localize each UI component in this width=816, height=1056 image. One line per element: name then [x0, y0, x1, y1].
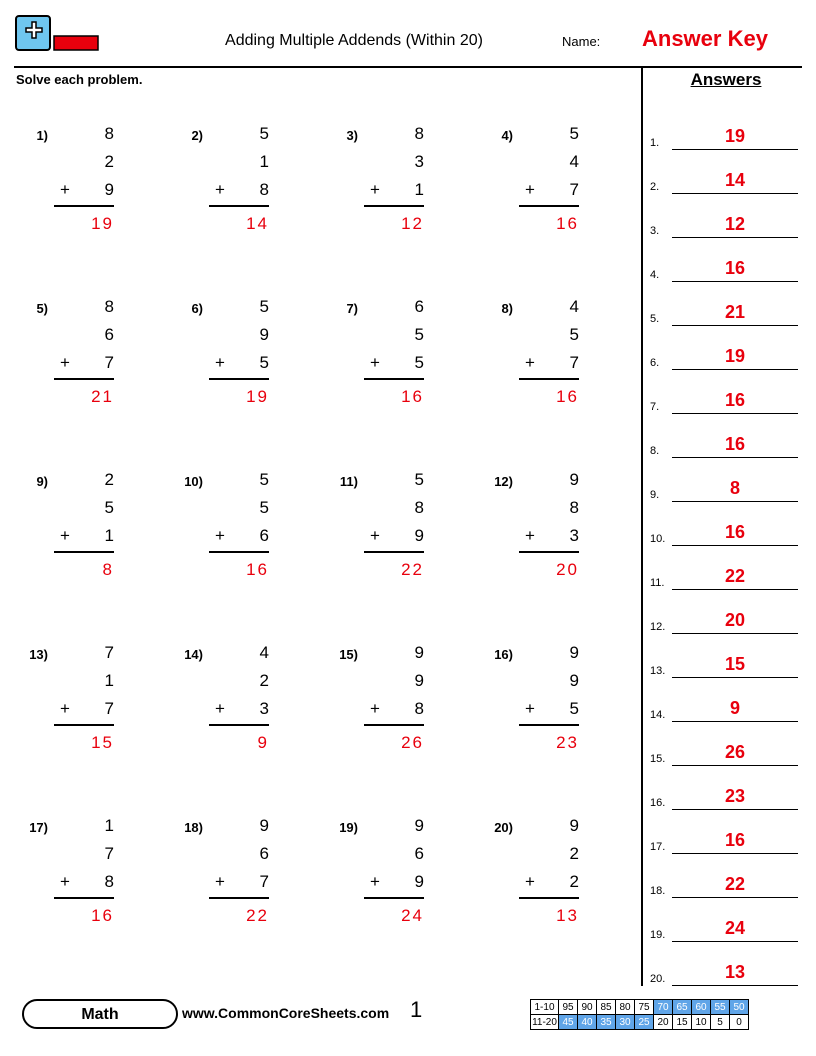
- addend: 9: [414, 671, 424, 690]
- problem-3: [324, 110, 474, 270]
- score-cell: 95: [559, 1000, 578, 1015]
- addend: 1: [104, 671, 114, 690]
- sum-bar: [54, 724, 114, 726]
- problem-answer: 16: [246, 560, 269, 579]
- operator: +: [370, 699, 380, 718]
- answer-value: 22: [724, 874, 746, 894]
- operator: +: [525, 526, 535, 545]
- addend: 8: [414, 124, 424, 143]
- sum-bar: [364, 205, 424, 207]
- problem-stack: [364, 293, 430, 411]
- answer-value: 19: [724, 126, 746, 146]
- score-cell: 15: [673, 1015, 692, 1030]
- answer-row-13: [650, 634, 800, 678]
- sum-bar: [54, 897, 114, 899]
- answer-index: 4.: [650, 269, 660, 281]
- addend: 5: [259, 297, 269, 316]
- operator: +: [60, 872, 70, 891]
- problem-15: [324, 629, 474, 789]
- addend: 9: [569, 816, 579, 835]
- addend: 1: [104, 526, 114, 545]
- problem-6: [169, 283, 319, 443]
- answer-value: 9: [729, 698, 740, 718]
- answer-row-20: [650, 942, 800, 986]
- instructions: Solve each problem.: [16, 72, 143, 87]
- operator: +: [525, 699, 535, 718]
- score-row-2: [531, 1015, 749, 1030]
- operator: +: [525, 872, 535, 891]
- addend: 9: [259, 325, 269, 344]
- problem-13: [14, 629, 164, 789]
- answer-value: 15: [724, 654, 746, 674]
- problem-4: [479, 110, 629, 270]
- addend: 3: [259, 699, 269, 718]
- answer-row-11: [650, 546, 800, 590]
- answer-index: 17.: [650, 841, 666, 853]
- sum-bar: [364, 551, 424, 553]
- addend: 7: [104, 353, 114, 372]
- sum-bar: [519, 378, 579, 380]
- answer-value: 12: [724, 214, 746, 234]
- addend: 8: [104, 297, 114, 316]
- addend: 8: [104, 124, 114, 143]
- subject-badge: Math: [22, 999, 178, 1029]
- sum-bar: [209, 378, 269, 380]
- sum-bar: [364, 897, 424, 899]
- answer-index: 14.: [650, 709, 666, 721]
- sum-bar: [54, 551, 114, 553]
- operator: +: [215, 353, 225, 372]
- operator: +: [215, 526, 225, 545]
- answer-row-6: [650, 326, 800, 370]
- vertical-divider: [641, 66, 643, 986]
- page-footer: [0, 985, 816, 1056]
- addend: 5: [414, 353, 424, 372]
- sum-bar: [54, 378, 114, 380]
- problem-stack: [209, 466, 275, 584]
- addend: 6: [414, 297, 424, 316]
- addend: 8: [569, 498, 579, 517]
- addend: 5: [569, 124, 579, 143]
- problem-stack: [364, 466, 430, 584]
- addend: 9: [414, 816, 424, 835]
- answer-index: 10.: [650, 533, 666, 545]
- addend: 7: [104, 643, 114, 662]
- page-title: Adding Multiple Addends (Within 20): [225, 32, 483, 49]
- answer-value: 13: [724, 962, 746, 982]
- answer-index: 1.: [650, 137, 660, 149]
- score-cell: 70: [654, 1000, 673, 1015]
- problem-11: [324, 456, 474, 616]
- problem-number: 1): [36, 128, 48, 143]
- sum-bar: [209, 724, 269, 726]
- problem-9: [14, 456, 164, 616]
- addend: 9: [414, 643, 424, 662]
- operator: +: [60, 180, 70, 199]
- answer-value: 16: [724, 830, 746, 850]
- addend: 9: [414, 526, 424, 545]
- answer-index: 8.: [650, 445, 660, 457]
- problems-grid: [14, 110, 634, 980]
- addend: 7: [104, 844, 114, 863]
- operator: +: [215, 872, 225, 891]
- addend: 7: [259, 872, 269, 891]
- answer-index: 2.: [650, 181, 660, 193]
- answer-row-12: [650, 590, 800, 634]
- addend: 2: [104, 152, 114, 171]
- problem-stack: [54, 293, 120, 411]
- addend: 4: [259, 643, 269, 662]
- operator: +: [60, 699, 70, 718]
- answer-index: 3.: [650, 225, 660, 237]
- addend: 6: [104, 325, 114, 344]
- answer-row-19: [650, 898, 800, 942]
- sum-bar: [519, 205, 579, 207]
- addend: 5: [104, 498, 114, 517]
- addend: 1: [414, 180, 424, 199]
- problem-number: 3): [346, 128, 358, 143]
- answer-row-17: [650, 810, 800, 854]
- answer-value: 20: [724, 610, 746, 630]
- addend: 1: [104, 816, 114, 835]
- answer-row-3: [650, 194, 800, 238]
- addend: 9: [414, 872, 424, 891]
- answer-index: 15.: [650, 753, 666, 765]
- problem-answer: 20: [556, 560, 579, 579]
- answer-row-8: [650, 414, 800, 458]
- score-cell: 90: [578, 1000, 597, 1015]
- problem-18: [169, 802, 319, 962]
- addend: 5: [569, 325, 579, 344]
- problem-number: 13): [29, 647, 48, 662]
- problem-stack: [209, 812, 275, 930]
- score-cell: 85: [597, 1000, 616, 1015]
- problem-number: 20): [494, 820, 513, 835]
- score-cell: 60: [692, 1000, 711, 1015]
- problem-number: 9): [36, 474, 48, 489]
- score-row-label: 11-20: [532, 1016, 557, 1028]
- problem-number: 17): [29, 820, 48, 835]
- sum-bar: [519, 724, 579, 726]
- problem-number: 15): [339, 647, 358, 662]
- answer-index: 5.: [650, 313, 660, 325]
- answer-value: 16: [724, 390, 746, 410]
- name-label: Name:: [562, 34, 601, 49]
- problem-number: 12): [494, 474, 513, 489]
- problem-16: [479, 629, 629, 789]
- problem-stack: [209, 293, 275, 411]
- problem-stack: [364, 812, 430, 930]
- score-cell: 25: [635, 1015, 654, 1030]
- addend: 8: [414, 498, 424, 517]
- operator: +: [370, 180, 380, 199]
- page-number: 1: [410, 997, 423, 1022]
- addend: 5: [259, 498, 269, 517]
- problem-14: [169, 629, 319, 789]
- score-cell: 35: [597, 1015, 616, 1030]
- sum-bar: [364, 724, 424, 726]
- problem-stack: [364, 120, 430, 238]
- answer-value: 16: [724, 258, 746, 278]
- problem-stack: [54, 812, 120, 930]
- score-cell: 5: [711, 1015, 730, 1030]
- answer-value: 16: [724, 522, 746, 542]
- sum-bar: [54, 205, 114, 207]
- addend: 2: [569, 872, 579, 891]
- problem-stack: [519, 120, 585, 238]
- problem-2: [169, 110, 319, 270]
- problem-stack: [519, 466, 585, 584]
- answer-row-4: [650, 238, 800, 282]
- answer-row-16: [650, 766, 800, 810]
- answer-value: 8: [729, 478, 740, 498]
- score-cell: 75: [635, 1000, 654, 1015]
- operator: +: [370, 872, 380, 891]
- problem-number: 19): [339, 820, 358, 835]
- answer-key-label: Answer Key: [642, 26, 768, 51]
- addend: 5: [569, 699, 579, 718]
- addend: 5: [259, 124, 269, 143]
- problem-number: 11): [339, 474, 358, 489]
- score-cell: 20: [654, 1015, 673, 1030]
- sum-bar: [519, 897, 579, 899]
- answer-row-10: [650, 502, 800, 546]
- score-row-1: [531, 1000, 749, 1015]
- problem-number: 14): [184, 647, 203, 662]
- answer-value: 23: [724, 786, 746, 806]
- problem-answer: 14: [246, 214, 269, 233]
- problem-stack: [519, 812, 585, 930]
- addend: 8: [414, 699, 424, 718]
- problem-stack: [209, 120, 275, 238]
- addend: 6: [259, 526, 269, 545]
- score-cell: 50: [730, 1000, 749, 1015]
- operator: +: [525, 180, 535, 199]
- problem-answer: 16: [556, 214, 579, 233]
- problem-10: [169, 456, 319, 616]
- answers-header: Answers: [690, 70, 762, 89]
- addend: 9: [104, 180, 114, 199]
- score-cell: 45: [559, 1015, 578, 1030]
- answer-row-18: [650, 854, 800, 898]
- problem-answer: 16: [401, 387, 424, 406]
- problem-5: [14, 283, 164, 443]
- problem-answer: 22: [401, 560, 424, 579]
- sum-bar: [519, 551, 579, 553]
- addend: 9: [569, 470, 579, 489]
- answer-row-15: [650, 722, 800, 766]
- answer-index: 9.: [650, 489, 660, 501]
- score-cell: 10: [692, 1015, 711, 1030]
- problem-stack: [54, 639, 120, 757]
- addend: 5: [259, 470, 269, 489]
- addend: 3: [569, 526, 579, 545]
- problem-answer: 8: [102, 560, 114, 579]
- problem-7: [324, 283, 474, 443]
- problem-number: 2): [191, 128, 203, 143]
- answer-value: 16: [724, 434, 746, 454]
- problem-stack: [54, 466, 120, 584]
- problem-stack: [209, 639, 275, 757]
- problem-number: 8): [501, 301, 513, 316]
- problem-1: [14, 110, 164, 270]
- operator: +: [215, 699, 225, 718]
- operator: +: [215, 180, 225, 199]
- website-url: www.CommonCoreSheets.com: [182, 1005, 390, 1021]
- sum-bar: [364, 378, 424, 380]
- addend: 6: [259, 844, 269, 863]
- score-row-label: 1-10: [531, 1000, 559, 1015]
- problem-number: 18): [184, 820, 203, 835]
- operator: +: [370, 526, 380, 545]
- sum-bar: [209, 897, 269, 899]
- answer-index: 18.: [650, 885, 666, 897]
- problem-17: [14, 802, 164, 962]
- addend: 7: [569, 180, 579, 199]
- answer-value: 24: [724, 918, 746, 938]
- problem-number: 5): [36, 301, 48, 316]
- addend: 5: [414, 325, 424, 344]
- answer-row-2: [650, 150, 800, 194]
- addend: 2: [104, 470, 114, 489]
- problem-answer: 19: [246, 387, 269, 406]
- problem-number: 16): [494, 647, 513, 662]
- addend: 7: [569, 353, 579, 372]
- problem-8: [479, 283, 629, 443]
- answer-index: 13.: [650, 665, 666, 677]
- problem-answer: 23: [556, 733, 579, 752]
- problem-number: 10): [184, 474, 203, 489]
- score-cell: 55: [711, 1000, 730, 1015]
- answer-row-5: [650, 282, 800, 326]
- addend: 9: [569, 671, 579, 690]
- addend: 5: [414, 470, 424, 489]
- answers-column: [650, 66, 802, 991]
- addend: 8: [259, 180, 269, 199]
- problem-19: [324, 802, 474, 962]
- answer-index: 19.: [650, 929, 666, 941]
- problem-stack: [519, 639, 585, 757]
- score-table: [530, 999, 749, 1030]
- answer-row-14: [650, 678, 800, 722]
- problem-stack: [519, 293, 585, 411]
- problem-answer: 26: [401, 733, 424, 752]
- answer-index: 6.: [650, 357, 660, 369]
- answer-index: 7.: [650, 401, 660, 413]
- score-cell: 40: [578, 1015, 597, 1030]
- addend: 8: [104, 872, 114, 891]
- sum-bar: [209, 205, 269, 207]
- score-cell: 65: [673, 1000, 692, 1015]
- addend: 2: [259, 671, 269, 690]
- answer-row-9: [650, 458, 800, 502]
- page-header: [14, 14, 802, 62]
- problem-12: [479, 456, 629, 616]
- logo: [14, 14, 100, 58]
- addend: 1: [259, 152, 269, 171]
- answer-index: 11.: [650, 577, 665, 589]
- problem-answer: 21: [91, 387, 114, 406]
- problem-20: [479, 802, 629, 962]
- answer-row-7: [650, 370, 800, 414]
- addend: 9: [259, 816, 269, 835]
- problem-stack: [54, 120, 120, 238]
- operator: +: [370, 353, 380, 372]
- score-cell: 30: [616, 1015, 635, 1030]
- problem-answer: 15: [91, 733, 114, 752]
- problem-answer: 24: [401, 906, 424, 925]
- answer-index: 16.: [650, 797, 666, 809]
- answer-index: 12.: [650, 621, 666, 633]
- answer-value: 26: [724, 742, 746, 762]
- addend: 9: [569, 643, 579, 662]
- problem-number: 7): [346, 301, 358, 316]
- addend: 6: [414, 844, 424, 863]
- addend: 7: [104, 699, 114, 718]
- answer-value: 21: [724, 302, 746, 322]
- problem-answer: 12: [401, 214, 424, 233]
- problem-stack: [364, 639, 430, 757]
- addend: 2: [569, 844, 579, 863]
- answer-row-1: [650, 106, 800, 150]
- problem-answer: 13: [556, 906, 579, 925]
- answer-index: 20.: [650, 973, 666, 985]
- score-cell: 80: [616, 1000, 635, 1015]
- answer-value: 14: [724, 170, 746, 190]
- problem-answer: 19: [91, 214, 114, 233]
- operator: +: [60, 353, 70, 372]
- problem-number: 6): [191, 301, 203, 316]
- score-cell: 0: [730, 1015, 749, 1030]
- operator: +: [525, 353, 535, 372]
- addend: 4: [569, 297, 579, 316]
- problem-answer: 16: [556, 387, 579, 406]
- addend: 5: [259, 353, 269, 372]
- problem-answer: 16: [91, 906, 114, 925]
- problem-answer: 9: [257, 733, 269, 752]
- problem-answer: 22: [246, 906, 269, 925]
- addend: 4: [569, 152, 579, 171]
- answer-value: 22: [724, 566, 746, 586]
- sum-bar: [209, 551, 269, 553]
- addend: 3: [414, 152, 424, 171]
- problem-number: 4): [501, 128, 513, 143]
- answer-value: 19: [724, 346, 746, 366]
- operator: +: [60, 526, 70, 545]
